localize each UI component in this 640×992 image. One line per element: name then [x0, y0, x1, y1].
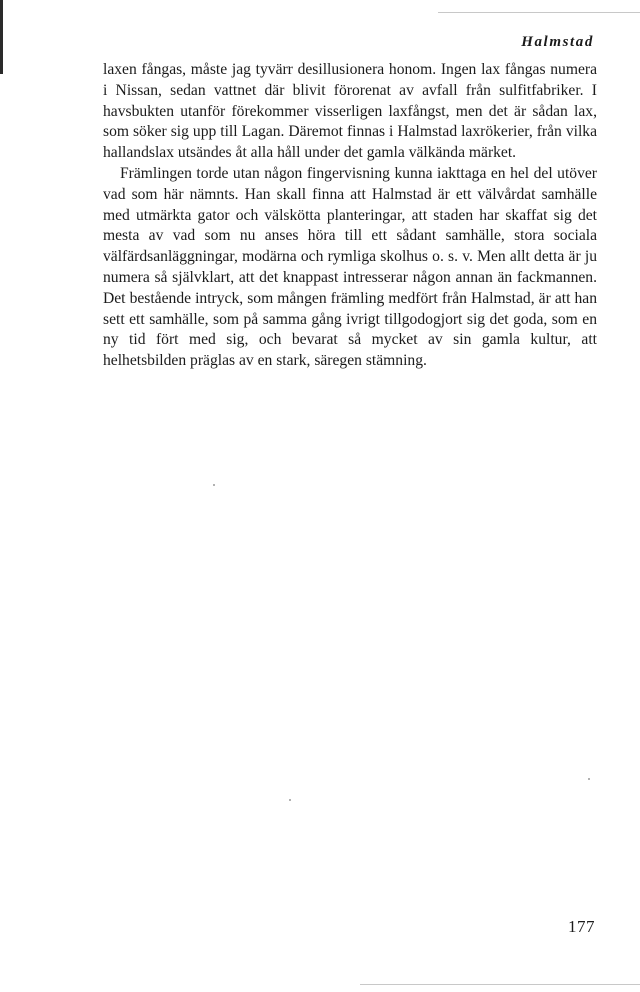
- page-number: 177: [568, 917, 595, 936]
- scan-speck: [213, 484, 215, 486]
- body-text: [103, 60, 597, 372]
- paragraph: Främlingen torde utan någon fingervisning kunna iakttaga en hel del utöver vad som här nämnts. Han skall finna att Halmstad är ett välvårdat samhälle med utmärkta gator och välskötta planteringar, att staden har skaffat sig det mesta av vad som nu anses höra till ett sådant samhälle, stora sociala välfärdsanläggningar, modärna och rymliga skolhus o. s. v. Men allt detta är ju numera så självklart, att det knappast intresserar någon annan än fackmannen. Det bestående intryck, som mången främling medfört från Halmstad, är att han sett ett samhälle, som på samma gång ivrigt tillgodogjort sig det goda, som en ny tid fört med sig, och bevarat så mycket av sin gamla kultur, att helhetsbilden präglas av en stark, säregen stämning.: [103, 164, 597, 370]
- bottom-scan-rule: [360, 984, 640, 985]
- paragraph: laxen fångas, måste jag tyvärr desillusionera honom. Ingen lax fångas numera i Nissan, sedan vattnet där blivit förorenat av avfall från sulfitfabriker. I havsbukten utanför förekommer visserligen laxfångst, men det är sådan lax, som söker sig upp till Lagan. Däremot finnas i Halmstad laxrökerier, från vilka hallandslax utsändes åt alla håll under det gamla välkända märket.: [103, 61, 597, 162]
- top-scan-rule: [438, 12, 640, 13]
- scan-speck: [588, 778, 590, 780]
- page-edge-shadow: [0, 0, 3, 74]
- scan-speck: [289, 799, 291, 801]
- running-head: Halmstad: [521, 34, 594, 50]
